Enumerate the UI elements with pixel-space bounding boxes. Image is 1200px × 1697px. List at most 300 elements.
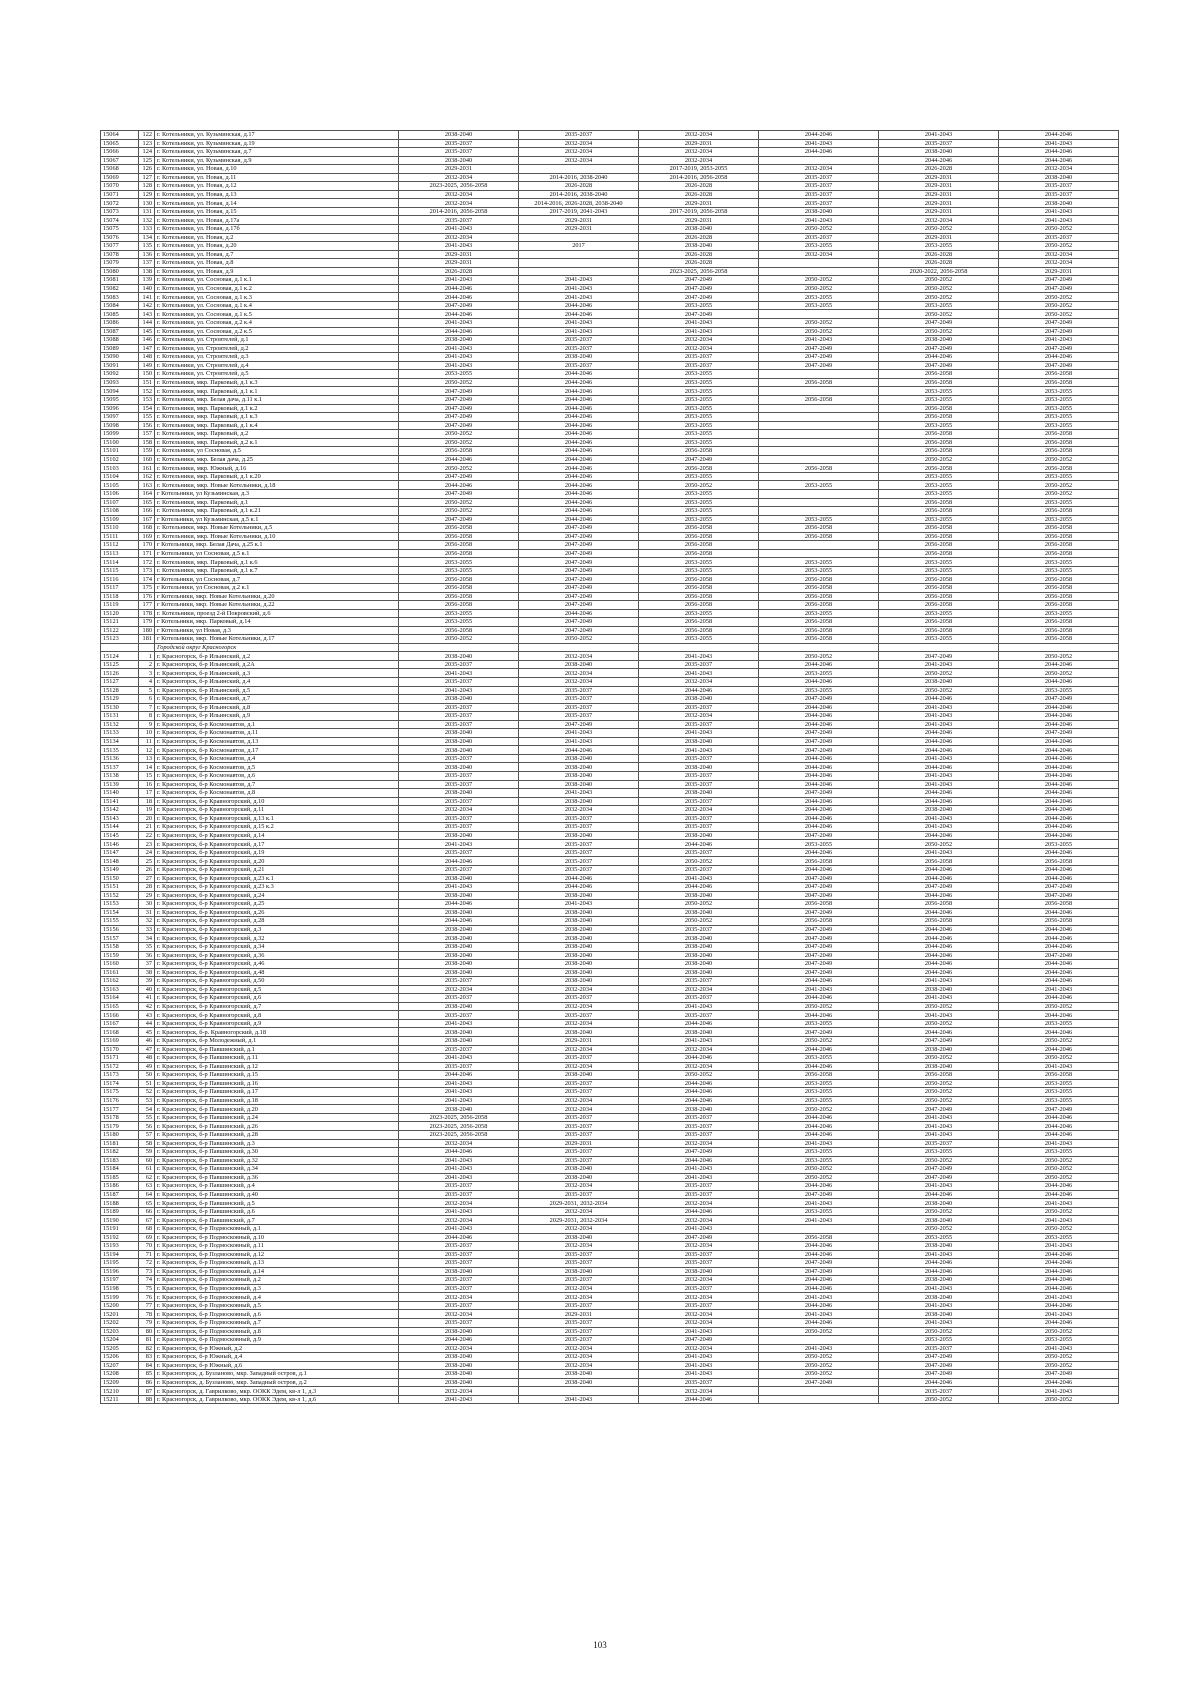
cell-period-5: 2050-2052 [879,1327,999,1336]
cell-id: 15122 [101,626,139,635]
table-row [101,1378,1119,1387]
table-row [101,1284,1119,1293]
cell-period-2: 2032-2034 [519,1002,639,1011]
cell-id: 15144 [101,823,139,832]
cell-period-1: 2041-2043 [399,276,519,285]
cell-period-4: 2056-2058 [759,575,879,584]
cell-period-2: 2026-2028 [519,182,639,191]
cell-period-6: 2044-2046 [999,1301,1119,1310]
cell-id: 15086 [101,319,139,328]
table-row [101,891,1119,900]
cell-address: г. Красногорск, б-р Подмосковный, д.12 [155,1250,399,1259]
cell-address: г. Котельники, ул. Новая, д.13 [155,190,399,199]
cell-period-6: 2053-2055 [999,421,1119,430]
cell-period-6: 2050-2052 [999,1036,1119,1045]
cell-period-5: 2041-2043 [879,660,999,669]
cell-period-5: 2041-2043 [879,1284,999,1293]
cell-period-3: 2041-2043 [639,1036,759,1045]
cell-period-3: 2041-2043 [639,669,759,678]
cell-address: г. Котельники, ул. Строителей, д.3 [155,353,399,362]
table-row [101,994,1119,1003]
cell-period-6: 2041-2043 [999,336,1119,345]
cell-period-4: 2053-2055 [759,1156,879,1165]
cell-period-1: 2038-2040 [399,746,519,755]
cell-period-4: 2047-2049 [759,361,879,370]
cell-period-1: 2035-2037 [399,1242,519,1251]
cell-period-4: 2041-2043 [759,336,879,345]
cell-number: 59 [139,1148,155,1157]
cell-period-5: 2056-2058 [879,498,999,507]
cell-period-2: 2044-2046 [519,404,639,413]
cell-period-1: 2035-2037 [399,754,519,763]
cell-number: 8 [139,712,155,721]
cell-period-2: 2044-2046 [519,370,639,379]
cell-period-6: 2044-2046 [999,660,1119,669]
cell-period-6: 2044-2046 [999,866,1119,875]
cell-id: 15074 [101,216,139,225]
cell-period-6: 2050-2052 [999,455,1119,464]
table-row [101,669,1119,678]
cell-period-3: 2038-2040 [639,1028,759,1037]
cell-period-1: 2038-2040 [399,336,519,345]
cell-period-4: 2044-2046 [759,806,879,815]
cell-period-4: 2044-2046 [759,763,879,772]
cell-number: 174 [139,575,155,584]
cell-address: г. Красногорск, б-р Павшинский, д.30 [155,1148,399,1157]
cell-period-1: 2047-2049 [399,387,519,396]
cell-period-3: 2038-2040 [639,225,759,234]
cell-period-4: 2056-2058 [759,635,879,644]
cell-period-6: 2035-2037 [999,190,1119,199]
cell-address: г. Красногорск, б-р Павшинский, д.6 [155,1207,399,1216]
cell-period-6: 2056-2058 [999,857,1119,866]
cell-period-6: 2044-2046 [999,823,1119,832]
cell-address: г. Красногорск, д. Бузланово, мкр. Западный остров, д.1 [155,1370,399,1379]
cell-address: г. Красногорск, б-р Южный, д.4 [155,1353,399,1362]
cell-period-6: 2047-2049 [999,1370,1119,1379]
cell-period-3: 2035-2037 [639,720,759,729]
cell-period-3: 2029-2031 [639,199,759,208]
cell-period-3: 2032-2034 [639,1045,759,1054]
table-row [101,1182,1119,1191]
cell-period-6: 2044-2046 [999,925,1119,934]
cell-number: 12 [139,746,155,755]
cell-period-3: 2035-2037 [639,1113,759,1122]
cell-id: 15123 [101,635,139,644]
cell-period-2: 2044-2046 [519,447,639,456]
cell-period-2: 2047-2049 [519,549,639,558]
cell-period-6: 2053-2055 [999,1019,1119,1028]
cell-period-4: 2044-2046 [759,703,879,712]
cell-period-1: 2044-2046 [399,481,519,490]
table-row [101,720,1119,729]
cell-number: 147 [139,344,155,353]
cell-number: 127 [139,173,155,182]
cell-period-4: 2035-2037 [759,182,879,191]
cell-number: 123 [139,139,155,148]
cell-period-2: 2047-2049 [519,524,639,533]
cell-period-3: 2035-2037 [639,703,759,712]
cell-period-6: 2056-2058 [999,618,1119,627]
table-row [101,259,1119,268]
cell-period-5: 2026-2028 [879,165,999,174]
cell-address: г. Красногорск, б-р Подмосковный, д.3 [155,1284,399,1293]
table-row [101,583,1119,592]
cell-number: 81 [139,1336,155,1345]
cell-period-5: 2050-2052 [879,1156,999,1165]
cell-period-4: 2047-2049 [759,883,879,892]
cell-period-3: 2053-2055 [639,566,759,575]
cell-id: 15197 [101,1276,139,1285]
cell-number: 15 [139,772,155,781]
cell-period-3: 2041-2043 [639,327,759,336]
cell-period-2: 2038-2040 [519,951,639,960]
cell-period-2: 2032-2034 [519,1242,639,1251]
cell-period-6: 2044-2046 [999,763,1119,772]
cell-period-3: 2017-2019, 2053-2055 [639,165,759,174]
cell-id: 15108 [101,507,139,516]
cell-address: г. Красногорск, б-р Кравногорский, д.50 [155,977,399,986]
cell-period-6: 2050-2052 [999,242,1119,251]
cell-period-3: 2026-2028 [639,233,759,242]
cell-period-3: 2026-2028 [639,250,759,259]
cell-address: г. Котельники, мкр. Парковый, д.1 к.21 [155,507,399,516]
cell-period-1: 2041-2043 [399,1156,519,1165]
cell-id: 15145 [101,831,139,840]
cell-period-5: 2056-2058 [879,438,999,447]
cell-period-2: 2035-2037 [519,1259,639,1268]
cell-period-1: 2044-2046 [399,857,519,866]
cell-period-5: 2050-2052 [879,293,999,302]
cell-address: г. Красногорск, б-р Ильинский, д.7 [155,695,399,704]
cell-period-1: 2038-2040 [399,1028,519,1037]
cell-period-5: 2035-2037 [879,1139,999,1148]
cell-number: 148 [139,353,155,362]
cell-period-2: 2044-2046 [519,481,639,490]
cell-period-3: 2047-2049 [639,1148,759,1157]
cell-period-1: 2041-2043 [399,686,519,695]
cell-period-3: 2044-2046 [639,1054,759,1063]
cell-address: г. Красногорск, б-р Подмосковный, д.6 [155,1310,399,1319]
cell-period-4 [759,438,879,447]
cell-id: 15097 [101,413,139,422]
cell-period-3: 2041-2043 [639,1370,759,1379]
cell-period-6: 2050-2052 [999,1361,1119,1370]
cell-address: г. Красногорск, б-р Павшинский, д.32 [155,1156,399,1165]
cell-number: 163 [139,481,155,490]
table-row [101,1207,1119,1216]
cell-period-3: 2053-2055 [639,515,759,524]
cell-number: 20 [139,814,155,823]
cell-period-2: 2038-2040 [519,925,639,934]
cell-period-3: 2032-2034 [639,1199,759,1208]
cell-period-1: 2038-2040 [399,831,519,840]
cell-period-2: 2041-2043 [519,900,639,909]
cell-id: 15128 [101,686,139,695]
cell-period-4: 2047-2049 [759,729,879,738]
cell-period-4: 2044-2046 [759,712,879,721]
cell-period-5: 2056-2058 [879,378,999,387]
cell-period-3: 2035-2037 [639,994,759,1003]
cell-period-4: 2053-2055 [759,558,879,567]
cell-period-4: 2050-2052 [759,652,879,661]
cell-period-3: 2032-2034 [639,712,759,721]
cell-address: г. Красногорск, б-р Кравногорский, д.46 [155,960,399,969]
cell-period-4: 2044-2046 [759,720,879,729]
cell-period-4: 2044-2046 [759,1319,879,1328]
cell-period-3: 2053-2055 [639,404,759,413]
cell-address: г. Красногорск, б-р Кравногорский, д.13 к.1 [155,814,399,823]
table-row [101,618,1119,627]
cell-address: г Котельники, ул Кузьминская, д.5 к.1 [155,515,399,524]
cell-period-3: 2038-2040 [639,891,759,900]
cell-address: г. Котельники, мкр. Новые Котельники, д.18 [155,481,399,490]
cell-period-3: 2053-2055 [639,395,759,404]
cell-period-2: 2014-2016, 2026-2028, 2038-2040 [519,199,639,208]
cell-period-4: 2047-2049 [759,1259,879,1268]
table-row [101,1011,1119,1020]
table-row [101,942,1119,951]
cell-period-1: 2038-2040 [399,789,519,798]
cell-period-5: 2056-2058 [879,592,999,601]
cell-address: г. Котельники, ул. Новая, д.9 [155,267,399,276]
cell-period-5: 2047-2049 [879,652,999,661]
cell-number: 60 [139,1156,155,1165]
table-row [101,703,1119,712]
table-row [101,284,1119,293]
cell-period-2: 2032-2034 [519,1062,639,1071]
cell-period-2: 2038-2040 [519,917,639,926]
table-row [101,1336,1119,1345]
table-row [101,660,1119,669]
cell-number: 158 [139,438,155,447]
cell-period-1: 2038-2040 [399,729,519,738]
cell-period-3: 2026-2028 [639,182,759,191]
cell-period-1: 2041-2043 [399,1395,519,1404]
cell-period-1: 2044-2046 [399,1148,519,1157]
table-row [101,626,1119,635]
cell-number: 141 [139,293,155,302]
cell-id: 15109 [101,515,139,524]
cell-period-2: 2035-2037 [519,336,639,345]
cell-address: г. Красногорск, д. Бузланово, мкр. Западный остров, д.2 [155,1378,399,1387]
cell-period-6: 2044-2046 [999,789,1119,798]
cell-period-5: 2029-2031 [879,207,999,216]
cell-number: 178 [139,609,155,618]
table-row [101,1344,1119,1353]
table-row [101,772,1119,781]
cell-period-1: 2056-2058 [399,601,519,610]
cell-period-6: 2056-2058 [999,447,1119,456]
cell-period-6: 2050-2052 [999,1353,1119,1362]
cell-period-2: 2044-2046 [519,464,639,473]
cell-period-6: 2050-2052 [999,1395,1119,1404]
cell-period-1: 2050-2052 [399,635,519,644]
cell-period-3: 2056-2058 [639,464,759,473]
cell-period-2: 2035-2037 [519,1250,639,1259]
cell-number: 88 [139,1395,155,1404]
cell-id: 15083 [101,293,139,302]
cell-period-5: 2029-2031 [879,190,999,199]
cell-period-5: 2053-2055 [879,1148,999,1157]
cell-period-5: 2020-2022, 2056-2058 [879,267,999,276]
cell-period-4: 2047-2049 [759,942,879,951]
cell-id: 15096 [101,404,139,413]
table-row [101,336,1119,345]
cell-id: 15175 [101,1088,139,1097]
cell-period-5: 2050-2052 [879,669,999,678]
cell-period-2: 2032-2034 [519,148,639,157]
cell-period-5: 2056-2058 [879,524,999,533]
cell-address: г. Красногорск, б-р Космонавтов, д.11 [155,729,399,738]
cell-period-1: 2032-2034 [399,1387,519,1396]
table-row [101,421,1119,430]
table-row [101,173,1119,182]
cell-period-6: 2056-2058 [999,601,1119,610]
cell-address: г. Котельники, мкр. Новые Котельники, д.5 [155,524,399,533]
cell-number: 72 [139,1259,155,1268]
cell-number: 73 [139,1267,155,1276]
cell-id: 15135 [101,746,139,755]
table-row [101,754,1119,763]
cell-address: г. Красногорск, б-р Павшинский, д.24 [155,1113,399,1122]
cell-id: 15069 [101,173,139,182]
cell-period-5: 2038-2040 [879,148,999,157]
table-row [101,327,1119,336]
cell-period-1: 2041-2043 [399,1088,519,1097]
cell-period-5: 2050-2052 [879,276,999,285]
cell-period-5: 2041-2043 [879,720,999,729]
cell-period-6: 2044-2046 [999,960,1119,969]
cell-period-6: 2047-2049 [999,284,1119,293]
cell-period-2: 2032-2034 [519,156,639,165]
cell-period-1: 2041-2043 [399,319,519,328]
cell-period-4: 2056-2058 [759,900,879,909]
cell-period-2: 2038-2040 [519,891,639,900]
cell-id: 15138 [101,772,139,781]
cell-period-2: 2017 [519,242,639,251]
cell-period-5: 2056-2058 [879,464,999,473]
table-row [101,1387,1119,1396]
cell-period-4: 2050-2052 [759,1327,879,1336]
table-row [101,806,1119,815]
cell-id: 15167 [101,1019,139,1028]
cell-period-1: 2044-2046 [399,327,519,336]
cell-period-1: 2038-2040 [399,960,519,969]
cell-id: 15094 [101,387,139,396]
cell-period-4: 2047-2049 [759,1190,879,1199]
cell-period-4: 2047-2049 [759,960,879,969]
table-row [101,1165,1119,1174]
cell-period-2: 2047-2049 [519,601,639,610]
cell-id: 15106 [101,489,139,498]
table-row [101,481,1119,490]
cell-period-4: 2056-2058 [759,532,879,541]
cell-period-6: 2044-2046 [999,678,1119,687]
cell-address: г Котельники, мкр. Новые Котельники, д.20 [155,592,399,601]
cell-address: г. Красногорск, б-р Кравногорский, д.26 [155,908,399,917]
cell-period-6: 2056-2058 [999,532,1119,541]
cell-number: 17 [139,789,155,798]
cell-number: 47 [139,1045,155,1054]
cell-id: 15187 [101,1190,139,1199]
cell-period-3: 2050-2052 [639,857,759,866]
table-row [101,430,1119,439]
table-row [101,199,1119,208]
cell-period-5: 2038-2040 [879,1216,999,1225]
cell-number: 142 [139,301,155,310]
cell-period-3: 2044-2046 [639,1019,759,1028]
cell-period-2: 2029-2031 [519,1036,639,1045]
cell-number: 170 [139,541,155,550]
cell-period-3: 2038-2040 [639,242,759,251]
cell-period-4: 2047-2049 [759,353,879,362]
cell-period-3: 2035-2037 [639,1284,759,1293]
cell-id: 15182 [101,1148,139,1157]
cell-period-1: 2023-2025, 2056-2058 [399,182,519,191]
cell-id: 15161 [101,968,139,977]
cell-period-3: 2014-2016, 2056-2058 [639,173,759,182]
table-row [101,1002,1119,1011]
cell-period-2: 2041-2043 [519,293,639,302]
cell-id: 15160 [101,960,139,969]
cell-id: 15133 [101,729,139,738]
cell-period-3: 2035-2037 [639,1011,759,1020]
cell-address: г. Котельники, ул. Кузьминская, д.17 [155,131,399,140]
cell-id: 15130 [101,703,139,712]
cell-period-3: 2053-2055 [639,498,759,507]
cell-period-3: 2044-2046 [639,1096,759,1105]
cell-period-1: 2047-2049 [399,421,519,430]
cell-period-6: 2044-2046 [999,703,1119,712]
cell-period-1: 2041-2043 [399,1225,519,1234]
table-row [101,1353,1119,1362]
cell-period-2: 2038-2040 [519,934,639,943]
cell-period-3: 2044-2046 [639,1395,759,1404]
cell-number: 36 [139,951,155,960]
cell-period-4: 2050-2052 [759,1036,879,1045]
cell-number: 175 [139,583,155,592]
cell-number: 162 [139,472,155,481]
cell-number: 168 [139,524,155,533]
table-row [101,823,1119,832]
cell-id: 15192 [101,1233,139,1242]
cell-id: 15119 [101,601,139,610]
cell-period-4: 2047-2049 [759,925,879,934]
cell-period-1: 2053-2055 [399,370,519,379]
cell-period-3: 2056-2058 [639,575,759,584]
cell-period-3: 2035-2037 [639,866,759,875]
cell-number: 37 [139,960,155,969]
cell-period-6: 2056-2058 [999,524,1119,533]
cell-period-2: 2038-2040 [519,1233,639,1242]
cell-address: г. Красногорск, б-р Кравногорский, д.8 [155,1011,399,1020]
cell-period-3: 2032-2034 [639,1216,759,1225]
cell-id: 15064 [101,131,139,140]
cell-period-1: 2041-2043 [399,1019,519,1028]
cell-period-5: 2044-2046 [879,1378,999,1387]
cell-period-2: 2017-2019, 2041-2043 [519,207,639,216]
cell-period-6: 2050-2052 [999,1207,1119,1216]
cell-address: г. Красногорск, б-р Кравногорский, д.9 [155,1019,399,1028]
cell-period-4: 2056-2058 [759,917,879,926]
cell-period-2 [519,267,639,276]
cell-address: г. Красногорск, б-р Подмосковный, д.11 [155,1242,399,1251]
cell-period-4: 2038-2040 [759,207,879,216]
cell-period-3: 2053-2055 [639,635,759,644]
cell-period-4: 2053-2055 [759,1148,879,1157]
cell-period-6: 2050-2052 [999,1225,1119,1234]
